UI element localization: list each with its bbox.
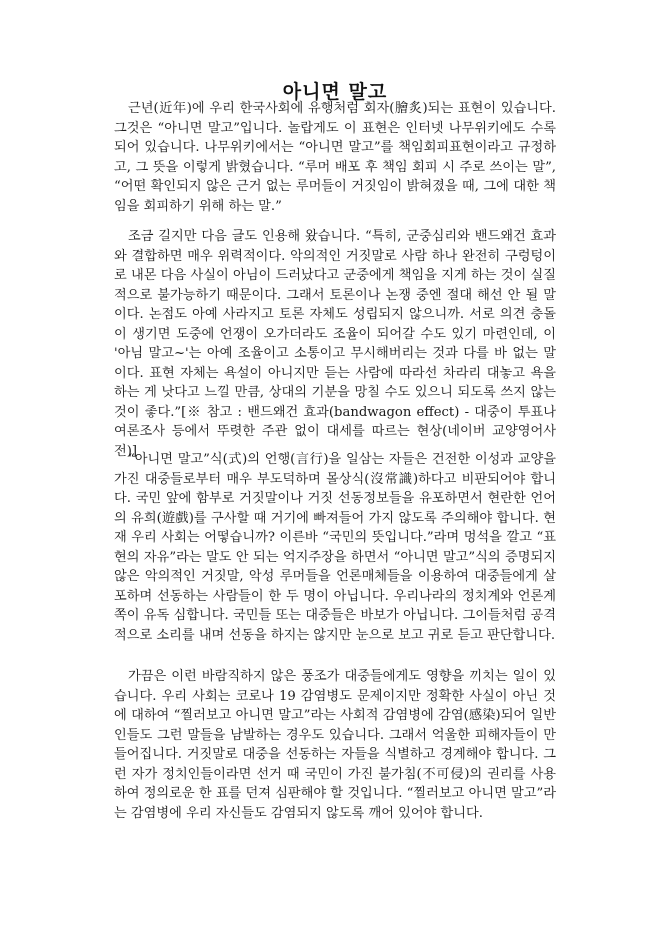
paragraph-2: 조금 길지만 다음 글도 인용해 왔습니다. “특히, 군중심리와 밴드왜건 효과와 결합하면 매우 위력적이다. 악의적인 거짓말로 사람 하나 완전히 구렁텅이로 내몬 다음 사실이 아님이 드러났다고 군중에게 책임을 지게 하는 것이 실질적으로 불가능하기 때문이다. 그래서 토론이나 논쟁 중엔 절대 해선 안 될 말이다. 논점도 아예 사라지고 토론 자체도 성립되지 않으니까. 서로 의견 충돌이 생기면 도중에 언쟁이 오가더라도 조율이 되어갈 수도 있기 마련인데, 이 '아님 말고~'는 아예 조율이고 소통이고 무시해버리는 것과 다를 바 없는 말이다. 표현 자체는 욕설이 아니지만 듣는 사람에 따라선 차라리 대놓고 욕을 하는 게 낫다고 느낄 만큼, 상대의 기분을 망칠 수도 있으니 되도록 쓰지 않는 것이 좋다.”[※ 참고 : 밴드왜건 효과(bandwagon effect) - 대중이 투표나 여론조사 등에서 뚜렷한 주관 없이 대세를 따르는 현상(네이버 교양영어사전)] [114, 229, 556, 459]
paragraph-1: 근년(近年)에 우리 한국사회에 유행처럼 회자(膾炙)되는 표현이 있습니다. 그것은 “아니면 말고”입니다. 놀랍게도 이 표현은 인터넷 나무위키에도 수록되어 있습니다. 나무위키에서는 “아니면 말고”를 책임회피표현이라고 규정하고, 그 뜻을 이렇게 밝혔습니다. “루머 배포 후 책임 회피 시 주로 쓰이는 말”, “어떤 확인되지 않은 근거 없는 루머들이 거짓임이 밝혀졌을 때, 그에 대한 책임을 회피하기 위해 하는 말.” [114, 101, 556, 214]
page-title: 아니면 말고 [282, 80, 388, 103]
paragraph-3: “아니면 말고”식(式)의 언행(言行)을 일삼는 자들은 건전한 이성과 교양을 가진 대중들로부터 매우 부도덕하며 몰상식(沒常識)하다고 비판되어야 합니다. 국민 앞에 함부로 거짓말이나 거짓 선동정보들을 유포하면서 현란한 언어의 유희(遊戲)를 구사할 때 거기에 빠져들어 가지 않도록 주의해야 합니다. 현재 우리 사회는 어떻습니까? 이른바 “국민의 뜻입니다.”라며 멍석을 깔고 “표현의 자유”라는 말도 안 되는 억지주장을 하면서 “아니면 말고”식의 증명되지 않은 악의적인 거짓말, 악성 루머들을 언론매체들을 이용하여 대중들에게 살포하며 선동하는 사람들이 한 두 명이 아닙니다. 우리나라의 정치계와 언론계 쪽이 유독 심합니다. 국민들 또는 대중들은 바보가 아닙니다. 그이들처럼 공격적으로 소리를 내며 선동을 하지는 않지만 눈으로 보고 귀로 듣고 판단합니다. [114, 452, 556, 643]
paragraph-4: 가끔은 이런 바람직하지 않은 풍조가 대중들에게도 영향을 끼치는 일이 있습니다. 우리 사회는 코로나 19 감염병도 문제이지만 정확한 사실이 아닌 것에 대하여 “찔러보고 아니면 말고”라는 사회적 감염병에 감염(感染)되어 일반인들도 그런 말들을 남발하는 경우도 있습니다. 그래서 억울한 피해자들이 만들어집니다. 거짓말로 대중을 선동하는 자들을 식별하고 경계해야 합니다. 그런 자가 정치인들이라면 선거 때 국민이 가진 불가침(不可侵)의 권리를 사용하여 정의로운 한 표를 던져 심판해야 할 것입니다. “찔러보고 아니면 말고”라는 감염병에 우리 자신들도 감염되지 않도록 깨어 있어야 합니다. [114, 669, 556, 821]
